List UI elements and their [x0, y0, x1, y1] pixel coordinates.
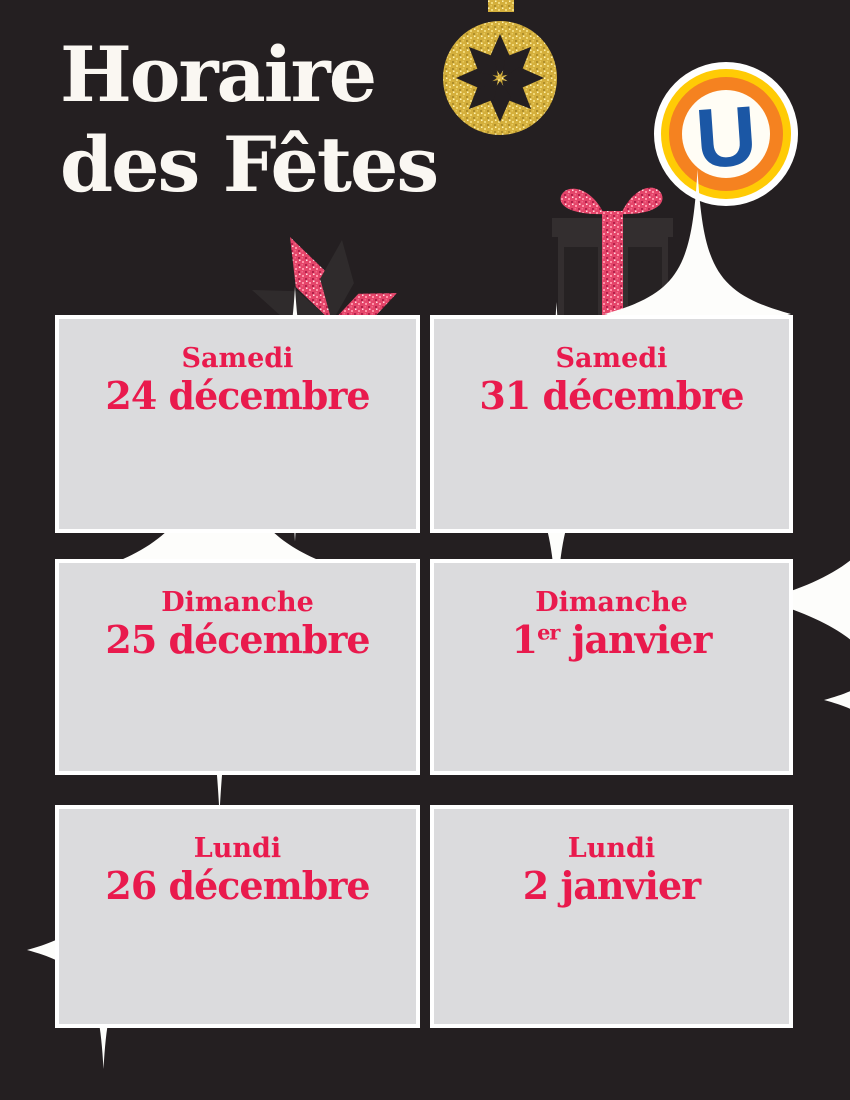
schedule-card-dec24 — [55, 315, 420, 533]
schedule-card-dec25 — [55, 559, 420, 775]
svg-text:U: U — [692, 87, 760, 186]
card-date-text: 26 décembre — [105, 863, 370, 909]
card-date-label — [434, 864, 789, 908]
card-date-label — [434, 618, 789, 662]
page-title-line2: des Fêtes — [60, 119, 438, 209]
ribbon-bow-icon — [252, 237, 397, 322]
card-date-label — [434, 374, 789, 418]
card-date-label — [59, 618, 416, 662]
card-date-text: janvier — [559, 617, 712, 663]
schedule-card-dec26 — [55, 805, 420, 1028]
christmas-ornament-icon — [443, 0, 557, 135]
card-day-label: Samedi — [181, 343, 294, 374]
card-day-label: Dimanche — [161, 587, 314, 618]
page-title — [60, 30, 437, 209]
schedule-card-jan2 — [430, 805, 793, 1028]
card-day-label: Dimanche — [535, 587, 688, 618]
card-date-label — [59, 374, 416, 418]
card-day-label: Lundi — [193, 833, 282, 864]
schedule-card-dec31 — [430, 315, 793, 533]
card-date-text: 31 décembre — [479, 373, 744, 419]
card-day-label: Samedi — [555, 343, 668, 374]
card-date-sup: er — [537, 619, 560, 645]
page-title-line1: Horaire — [60, 30, 376, 119]
card-date-text: 25 décembre — [105, 617, 370, 663]
card-date-text: 24 décembre — [105, 373, 370, 419]
schedule-card-jan1 — [430, 559, 793, 775]
card-date-text: 2 janvier — [522, 863, 701, 909]
card-date-label — [59, 864, 416, 908]
u-brand-logo-icon — [654, 62, 798, 206]
card-date-text: 1 — [511, 617, 538, 663]
card-day-label: Lundi — [567, 833, 656, 864]
